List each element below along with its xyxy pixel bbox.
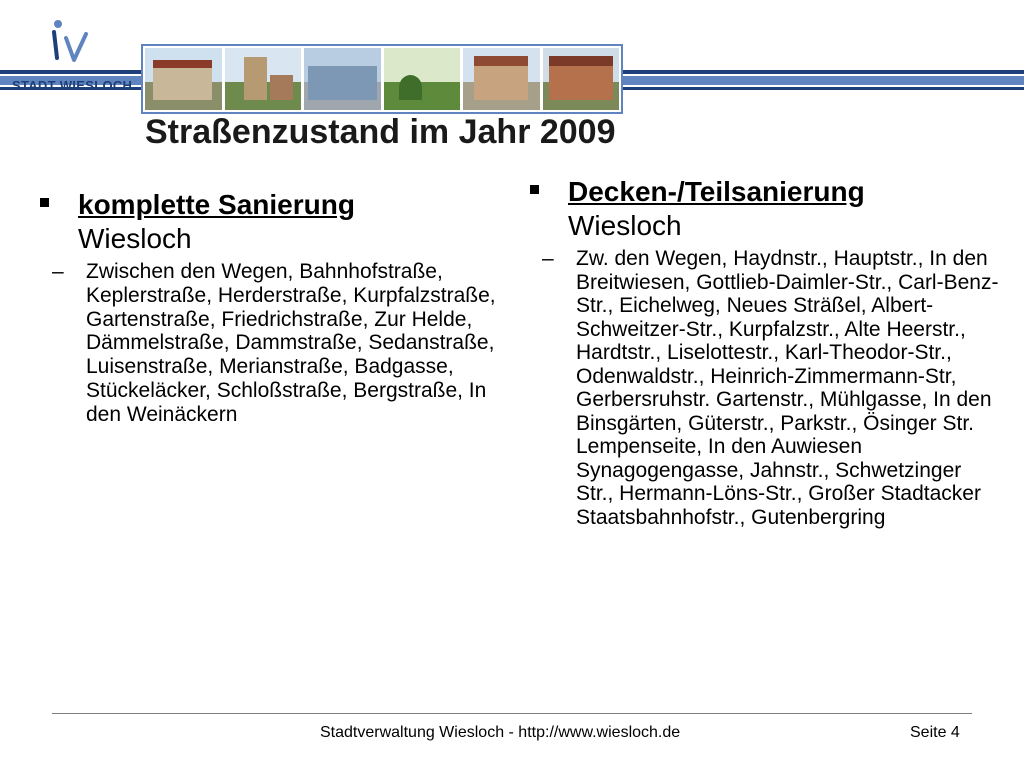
photo-strip [141,44,623,114]
right-sub-item [530,247,1000,529]
square-bullet-icon [530,185,539,194]
logo-text: STADT WIESLOCH [12,78,133,93]
city-logo [8,18,133,93]
right-location: Wiesloch [568,210,682,241]
right-column [530,175,1000,529]
right-street-list: Zw. den Wegen, Haydnstr., Hauptstr., In den Breitwiesen, Gottlieb-Daimler-Str., Carl-Benz-Str., Eichelweg, Neues Sträßel, Albert-Schweitzer-Str., Kurpfalzstr., Alte Heerstr., Hardtstr., Liselottestr., Karl-Theodor-Str., Odenwaldstr., Heinrich-Zimmermann-Str, Gerbersruhstr. Gartenstr., Mühlgasse, In den Binsgärten, Güterstr., Parkstr., Ösinger Str. Lempenseite, In den Auwiesen Synagogengasse, Jahnstr., Schwetzinger Str., Hermann-Löns-Str., Großer Stadtacker Staatsbahnhofstr., Gutenbergring [576,247,999,529]
page-title: Straßenzustand im Jahr 2009 [145,113,616,151]
left-street-list: Zwischen den Wegen, Bahnhofstraße, Keplerstraße, Herderstraße, Kurpfalzstraße, Gartenstraße, Friedrichstraße, Zur Helde, Dämmelstraße, Dammstraße, Sedanstraße, Luisenstraße, Merianstraße, Badgasse, Stückeläcker, Schloßstraße, Bergstraße, In den Weinäckern [86,260,496,426]
park-photo [384,48,461,110]
left-bullet [40,188,500,256]
modern-building-photo [304,48,381,110]
building-photo [145,48,222,110]
right-bullet [530,175,1000,243]
left-column [40,188,500,427]
square-bullet-icon [40,198,49,207]
dash-bullet: – [542,247,554,270]
left-heading: komplette Sanierung [78,189,355,220]
dash-bullet: – [52,260,64,283]
page-number: Seite 4 [910,724,960,741]
church-photo [463,48,540,110]
footer-divider [52,713,972,714]
left-location: Wiesloch [78,223,192,254]
footer-text: Stadtverwaltung Wiesloch - http://www.wiesloch.de [320,724,681,741]
tower-photo [225,48,302,110]
right-heading: Decken-/Teilsanierung [568,176,865,207]
left-sub-item [40,260,500,427]
header-banner [0,0,1024,110]
city-logo-icon [44,18,92,70]
brick-house-photo [543,48,620,110]
